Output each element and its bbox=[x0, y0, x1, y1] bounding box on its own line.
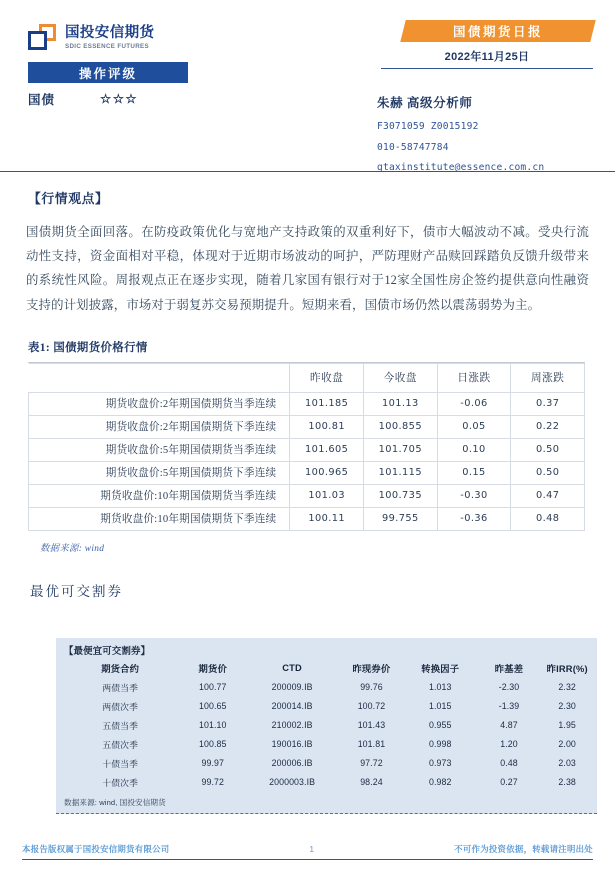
cell-close: 99.755 bbox=[363, 507, 437, 530]
cell-irr: 2.03 bbox=[558, 758, 576, 769]
cell-close: 101.13 bbox=[363, 392, 437, 415]
cell-close: 101.115 bbox=[363, 461, 437, 484]
table1-wrapper bbox=[28, 362, 585, 531]
row-label: 期货收盘价:2年期国债期货下季连续 bbox=[29, 415, 290, 438]
cell-close: 100.735 bbox=[363, 484, 437, 507]
table-row bbox=[62, 773, 591, 792]
viewpoint-paragraph: 国债期货全面回落。在防疫政策优化与宽地产支持政策的双重利好下，债市大幅波动不减。受央行流动性支持，资金面相对平稳，体现对于近期市场波动的呵护，严防理财产品赎回踩踏负反馈升级带来的系统性风险。周报观点正在逐步实现，随着几家国有银行对于12家全国性房企签约提供意向性融资支持的计划披露，市场对于弱复苏交易预期提升。短期来看，国债市场仍然以震荡弱势为主。 bbox=[26, 225, 589, 312]
cell-contract: 十债次季 bbox=[102, 777, 138, 788]
table-row bbox=[29, 438, 585, 461]
rating-stars-icon: ☆☆☆ bbox=[100, 92, 139, 106]
table2-head bbox=[62, 659, 591, 678]
table-row bbox=[29, 461, 585, 484]
cell-day-change: -0.36 bbox=[437, 507, 511, 530]
cell-irr: 2.30 bbox=[558, 701, 576, 712]
cell-contract: 两债次季 bbox=[102, 701, 138, 712]
cell-day-change: 0.10 bbox=[437, 438, 511, 461]
table1-col-header-0 bbox=[29, 363, 290, 392]
cell-day-change: 0.15 bbox=[437, 461, 511, 484]
table-row bbox=[29, 507, 585, 530]
cell-basis: 0.27 bbox=[500, 777, 518, 788]
table1-body bbox=[29, 392, 585, 530]
cell-irr: 2.00 bbox=[558, 739, 576, 750]
table2-col-header-basis: 昨基差 bbox=[494, 664, 524, 675]
cell-contract: 十债当季 bbox=[102, 758, 138, 769]
analyst-phone: 010-58747784 bbox=[377, 142, 449, 153]
footer-page-number: 1 bbox=[309, 844, 315, 854]
table2-col-header-conv-factor: 转换因子 bbox=[421, 664, 460, 675]
table1-header-row bbox=[29, 363, 585, 392]
cell-conv-factor: 1.015 bbox=[428, 701, 452, 712]
report-footer bbox=[0, 843, 615, 860]
cell-day-change: 0.05 bbox=[437, 415, 511, 438]
footer-copyright: 本报告版权属于国投安信期货有限公司 bbox=[22, 845, 170, 854]
cell-bond-price: 98.24 bbox=[360, 777, 383, 788]
table-row bbox=[62, 697, 591, 716]
row-label: 期货收盘价:2年期国债期货当季连续 bbox=[29, 392, 290, 415]
cell-week-change: 0.48 bbox=[511, 507, 585, 530]
cell-contract: 五债次季 bbox=[102, 739, 138, 750]
table2-col-header-contract: 期货合约 bbox=[101, 664, 140, 675]
table-row bbox=[29, 484, 585, 507]
cheapest-to-deliver-table bbox=[62, 659, 591, 792]
table2-col-header-irr: 昨IRR(%) bbox=[546, 664, 588, 675]
cell-futures-price: 100.77 bbox=[199, 682, 227, 693]
cell-futures-price: 101.10 bbox=[199, 720, 227, 731]
analyst-info bbox=[377, 93, 544, 173]
cell-day-change: -0.30 bbox=[437, 484, 511, 507]
ctd-section-heading: 最优可交割券 bbox=[30, 583, 123, 599]
table-row bbox=[62, 716, 591, 735]
cell-prev-close: 101.185 bbox=[290, 392, 364, 415]
cell-basis: 4.87 bbox=[500, 720, 518, 731]
cell-conv-factor: 0.998 bbox=[428, 739, 452, 750]
footer-row bbox=[22, 843, 593, 859]
cell-prev-close: 101.03 bbox=[290, 484, 364, 507]
cell-ctd: 210002.IB bbox=[271, 720, 313, 731]
cell-contract: 两债当季 bbox=[102, 682, 138, 693]
row-label: 期货收盘价:5年期国债期货当季连续 bbox=[29, 438, 290, 461]
cell-basis: -1.39 bbox=[498, 701, 520, 712]
table2-header-row bbox=[62, 659, 591, 678]
analyst-email: gtaxinstitute@essence.com.cn bbox=[377, 162, 545, 173]
logo-name-cn: 国投安信期货 bbox=[65, 25, 155, 41]
table1-col-header-3: 日涨跌 bbox=[437, 363, 511, 392]
cell-close: 100.855 bbox=[363, 415, 437, 438]
cell-ctd: 200006.IB bbox=[271, 758, 313, 769]
footer-divider bbox=[22, 859, 593, 860]
cell-irr: 1.95 bbox=[558, 720, 576, 731]
cell-week-change: 0.47 bbox=[511, 484, 585, 507]
table-row bbox=[29, 415, 585, 438]
cell-week-change: 0.22 bbox=[511, 415, 585, 438]
viewpoint-heading: 【行情观点】 bbox=[28, 192, 109, 206]
table-row bbox=[29, 392, 585, 415]
table2-source: 数据来源: wind, 国投安信期货 bbox=[64, 797, 166, 807]
cell-futures-price: 99.72 bbox=[201, 777, 225, 788]
cell-futures-price: 100.85 bbox=[199, 739, 227, 750]
cell-basis: -2.30 bbox=[498, 682, 520, 693]
company-logo bbox=[28, 24, 154, 52]
cell-bond-price: 101.43 bbox=[357, 720, 386, 731]
cell-futures-price: 100.65 bbox=[199, 701, 227, 712]
cell-bond-price: 99.76 bbox=[360, 682, 383, 693]
report-title-badge bbox=[400, 20, 595, 42]
row-label: 期货收盘价:10年期国债期货当季连续 bbox=[29, 484, 290, 507]
report-title-text: 国债期货日报 bbox=[452, 25, 543, 39]
cell-futures-price: 99.97 bbox=[201, 758, 225, 769]
cell-irr: 2.38 bbox=[558, 777, 576, 788]
logo-name-en: SDIC ESSENCE FUTURES bbox=[65, 43, 150, 51]
table2-col-header-bond-price: 昨现券价 bbox=[352, 664, 391, 675]
table-row bbox=[62, 754, 591, 773]
cell-prev-close: 101.605 bbox=[290, 438, 364, 461]
logo-text bbox=[65, 24, 154, 50]
cell-prev-close: 100.965 bbox=[290, 461, 364, 484]
footer-disclaimer: 不可作为投资依据，转载请注明出处 bbox=[454, 845, 593, 854]
operation-rating-bar: 操作评级 bbox=[28, 62, 188, 83]
cell-conv-factor: 0.955 bbox=[428, 720, 452, 731]
table1-col-header-1: 昨收盘 bbox=[290, 363, 364, 392]
report-body bbox=[0, 188, 615, 814]
cell-conv-factor: 0.973 bbox=[428, 758, 452, 769]
table2-body bbox=[62, 678, 591, 792]
cell-bond-price: 100.72 bbox=[357, 701, 386, 712]
report-date: 2022年11月25日 bbox=[381, 48, 593, 69]
cell-conv-factor: 1.013 bbox=[428, 682, 452, 693]
cell-conv-factor: 0.982 bbox=[428, 777, 452, 788]
rating-instrument-label: 国债 bbox=[28, 93, 56, 107]
table1-col-header-2: 今收盘 bbox=[363, 363, 437, 392]
table2-title: 【最便宜可交割券】 bbox=[64, 644, 151, 656]
cell-bond-price: 101.81 bbox=[357, 739, 386, 750]
cell-irr: 2.32 bbox=[558, 682, 576, 693]
cell-ctd: 200009.IB bbox=[271, 682, 313, 693]
cell-bond-price: 97.72 bbox=[360, 758, 383, 769]
cell-week-change: 0.50 bbox=[511, 438, 585, 461]
cell-basis: 0.48 bbox=[500, 758, 518, 769]
cell-day-change: -0.06 bbox=[437, 392, 511, 415]
analyst-name: 朱赫 高级分析师 bbox=[377, 96, 473, 110]
table1-head bbox=[29, 363, 585, 392]
table-row bbox=[62, 678, 591, 697]
rating-row bbox=[28, 90, 203, 108]
cell-close: 101.705 bbox=[363, 438, 437, 461]
ctd-table-block bbox=[56, 638, 597, 814]
row-label: 期货收盘价:10年期国债期货下季连续 bbox=[29, 507, 290, 530]
cell-week-change: 0.37 bbox=[511, 392, 585, 415]
table1-source: 数据来源: wind bbox=[40, 543, 105, 554]
cell-week-change: 0.50 bbox=[511, 461, 585, 484]
analyst-license-code: F3071059 Z0015192 bbox=[377, 121, 479, 132]
cell-prev-close: 100.11 bbox=[290, 507, 364, 530]
row-label: 期货收盘价:5年期国债期货下季连续 bbox=[29, 461, 290, 484]
cell-prev-close: 100.81 bbox=[290, 415, 364, 438]
cell-ctd: 190016.IB bbox=[271, 739, 313, 750]
cell-ctd: 2000003.IB bbox=[269, 777, 316, 788]
cell-contract: 五债当季 bbox=[102, 720, 138, 731]
table1-col-header-4: 周涨跌 bbox=[511, 363, 585, 392]
table1-caption: 表1: 国债期货价格行情 bbox=[28, 341, 148, 354]
cell-ctd: 200014.IB bbox=[271, 701, 313, 712]
logo-blue-square-icon bbox=[28, 31, 47, 50]
table-row bbox=[62, 735, 591, 754]
table2-col-header-futures-price: 期货价 bbox=[198, 664, 227, 675]
cell-basis: 1.20 bbox=[500, 739, 518, 750]
report-header bbox=[0, 0, 615, 172]
logo-mark-icon bbox=[28, 24, 58, 52]
table2-col-header-ctd: CTD bbox=[282, 663, 302, 674]
futures-price-table bbox=[28, 363, 585, 531]
